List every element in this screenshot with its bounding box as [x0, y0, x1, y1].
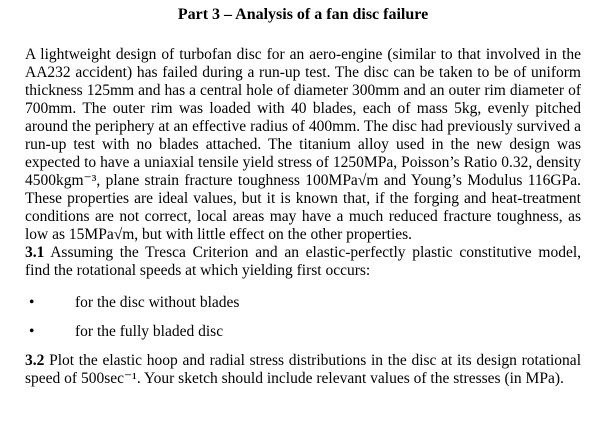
question-number: 3.1 [25, 244, 45, 261]
question-text: Plot the elastic hoop and radial stress distributions in the disc at its design rotational speed of 500sec⁻¹. Your sketch should include relevant values of the stresses (in MPa). [25, 352, 581, 387]
question-number: 3.2 [25, 352, 45, 369]
document-page [25, 6, 581, 388]
section-title: Part 3 – Analysis of a fan disc failure [177, 6, 429, 23]
list-item-text: for the disc without blades [75, 294, 240, 311]
list-item [25, 294, 581, 312]
question-text: Assuming the Tresca Criterion and an elastic-perfectly plastic constitutive model, find the rotational speeds at which yielding first occurs: [25, 244, 581, 279]
question-3-2 [25, 352, 581, 388]
bullet-icon: • [29, 323, 35, 340]
list-item [25, 323, 581, 341]
problem-statement: A lightweight design of turbofan disc for an aero-engine (similar to that involved in the AA232 accident) has failed during a run-up test. The disc can be taken to be of uniform thickness 125mm and has a central hole of diameter 300mm and an outer rim diameter of 700mm. The outer rim was loaded with 40 blades, each of mass 5kg, evenly pitched around the periphery at an effective radius of 400mm. The disc had previously survived a run-up test with no blades attached. The titanium alloy used in the new design was expected to have a uniaxial tensile yield stress of 1250MPa, Poisson’s Ratio 0.32, density 4500kgm⁻³, plane strain fracture toughness 100MPa√m and Young’s Modulus 116GPa. These properties are ideal values, but it is known that, if the forging and heat-treatment conditions are not correct, local areas may have a much reduced fracture toughness, as low as 15MPa√m, but with little effect on the other properties. [25, 46, 581, 243]
list-item-text: for the fully bladed disc [75, 323, 224, 340]
bullet-list [25, 294, 581, 341]
question-3-1 [25, 244, 581, 280]
bullet-icon: • [29, 294, 35, 311]
